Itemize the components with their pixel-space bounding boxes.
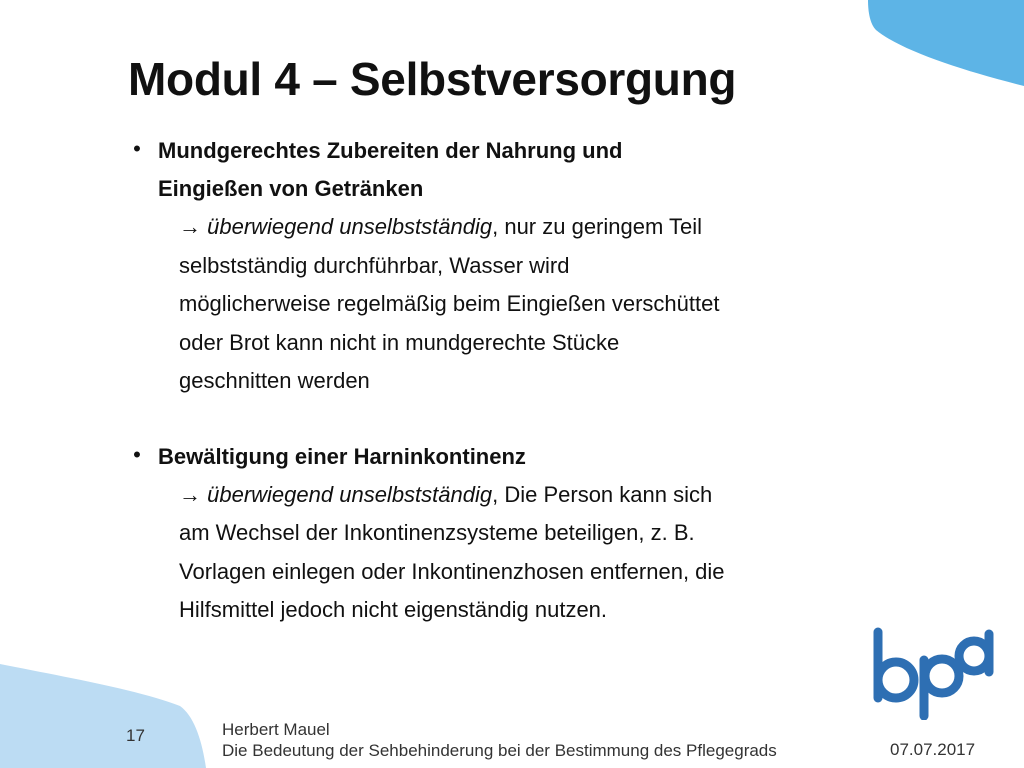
detail-line: oder Brot kann nicht in mundgerechte Stücke bbox=[179, 329, 620, 355]
slide-title: Modul 4 – Selbstversorgung bbox=[128, 53, 737, 105]
detail-emphasis: überwiegend unselbstständig bbox=[207, 481, 493, 507]
detail-line: geschnitten werden bbox=[179, 368, 370, 393]
detail-first-line bbox=[179, 208, 888, 247]
detail-line: am Wechsel der Inkontinenzsysteme beteiligen, z. B. bbox=[179, 520, 695, 545]
bullet-detail bbox=[158, 208, 888, 401]
footer-subtitle: Die Bedeutung der Sehbehinderung bei der Bestimmung des Pflegegrads bbox=[222, 741, 777, 760]
detail-line: möglicherweise regelmäßig beim Eingießen verschüttet bbox=[179, 291, 720, 316]
bottom-left-shape bbox=[0, 664, 206, 768]
arrow-right-icon: → bbox=[179, 481, 201, 507]
bullet-dot-icon: • bbox=[133, 441, 141, 467]
detail-text: , Die Person kann sich bbox=[492, 481, 713, 507]
bullet-item bbox=[128, 438, 888, 630]
logo-letter-b-bowl bbox=[878, 662, 914, 698]
bullet-heading-line: Bewältigung einer Harninkontinenz bbox=[158, 443, 526, 469]
detail-line: Vorlagen einlegen oder Inkontinenzhosen entfernen, die bbox=[179, 558, 725, 584]
bullet-heading bbox=[158, 438, 888, 476]
bullet-item bbox=[128, 132, 888, 401]
detail-emphasis: überwiegend unselbstständig bbox=[207, 214, 493, 239]
bullet-heading bbox=[158, 132, 888, 208]
bpa-logo bbox=[866, 620, 996, 720]
bullet-detail bbox=[158, 476, 888, 630]
page-number: 17 bbox=[126, 726, 145, 745]
slide-content bbox=[128, 132, 888, 630]
bullet-dot-icon: • bbox=[133, 136, 141, 161]
top-right-shape bbox=[868, 0, 1024, 86]
detail-first-line bbox=[179, 476, 888, 515]
detail-line: Hilfsmittel jedoch nicht eigenständig nutzen. bbox=[179, 597, 608, 622]
footer-date: 07.07.2017 bbox=[890, 740, 976, 759]
bullet-heading-line: Mundgerechtes Zubereiten der Nahrung und bbox=[158, 138, 623, 163]
logo-letter-p-bowl bbox=[925, 659, 959, 693]
footer-author-block bbox=[222, 719, 777, 761]
footer-author: Herbert Mauel bbox=[222, 720, 330, 739]
detail-line: selbstständig durchführbar, Wasser wird bbox=[179, 252, 570, 278]
detail-text: , nur zu geringem Teil bbox=[492, 214, 703, 239]
arrow-right-icon: → bbox=[179, 214, 201, 239]
bullet-heading-line: Eingießen von Getränken bbox=[158, 176, 424, 201]
